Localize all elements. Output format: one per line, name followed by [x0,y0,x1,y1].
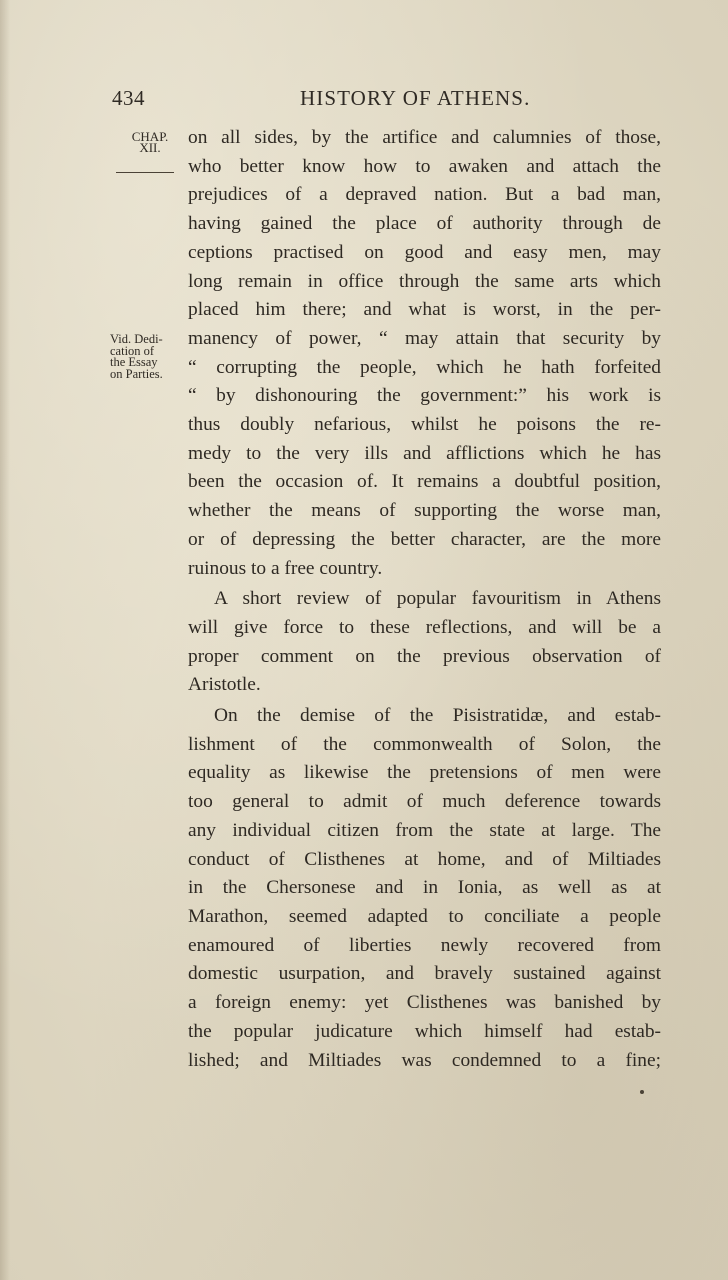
text-line: domestic usurpation, and bravely sustained against [188,963,661,985]
text-line: in the Chersonese and in Ionia, as well as at [188,877,661,899]
text-line: A short review of popular favouritism in Athens [214,588,661,610]
text-line: thus doubly nefarious, whilst he poisons the re- [188,414,661,436]
text-line: been the occasion of. It remains a doubtful position, [188,471,661,493]
chapter-label: CHAP. [131,129,169,144]
text-line: a foreign enemy: yet Clisthenes was banished by [188,992,661,1014]
running-head: HISTORY OF ATHENS. [300,86,531,110]
text-line: conduct of Clisthenes at home, and of Miltiades [188,848,661,870]
text-line: placed him there; and what is worst, in the per- [188,299,661,321]
marginal-citation [110,334,190,380]
text-line: whether the means of supporting the worse man, [188,500,661,522]
text-line: too general to admit of much deference towards [188,791,661,813]
text-line: proper comment on the previous observation of [188,645,661,667]
text-line: “ by dishonouring the government:” his work is [188,385,661,407]
marginal-citation-line: Vid. Dedi- [110,332,163,346]
text-line: long remain in office through the same arts which [188,270,661,292]
text-line: equality as likewise the pretensions of men were [188,762,661,784]
text-line: Aristotle. [188,674,261,696]
ink-speck [640,1090,644,1094]
body-text [188,124,661,1075]
text-line: enamoured of liberties newly recovered from [188,934,661,956]
page-number: 434 [112,86,145,110]
text-line: ruinous to a free country. [188,557,383,579]
text-line: having gained the place of authority through de [188,213,661,235]
text-line: ceptions practised on good and easy men, may [188,241,661,263]
page-header [0,86,728,116]
text-line: lishment of the commonwealth of Solon, the [188,733,661,755]
marginal-citation-line: the Essay [110,355,158,369]
text-line: on all sides, by the artifice and calumnies of those, [188,127,661,148]
text-line: lished; and Miltiades was condemned to a fine; [188,1049,661,1071]
chapter-marker [118,130,182,154]
marginal-citation-line: on Parties. [110,366,163,381]
text-line: who better know how to awaken and attach the [188,155,661,177]
marginal-citation-line: cation of [110,343,155,358]
text-line: On the demise of the Pisistratidæ, and estab- [214,705,661,727]
text-line: manency of power, “ may attain that security by [188,327,661,349]
text-line: medy to the very ills and afflictions which he has [188,442,661,464]
chapter-rule [116,172,174,173]
text-line: “ corrupting the people, which he hath forfeited [188,356,661,378]
text-line: the popular judicature which himself had estab- [188,1020,661,1042]
chapter-number: XII. [139,140,161,155]
text-line: any individual citizen from the state at large. The [188,819,661,841]
text-line: or of depressing the better character, are the more [188,528,661,550]
text-line: will give force to these reflections, and will be a [188,616,661,638]
text-line: prejudices of a depraved nation. But a bad man, [188,184,661,206]
text-line: Marathon, seemed adapted to conciliate a people [188,905,661,927]
page-gutter-shadow [0,0,10,1280]
